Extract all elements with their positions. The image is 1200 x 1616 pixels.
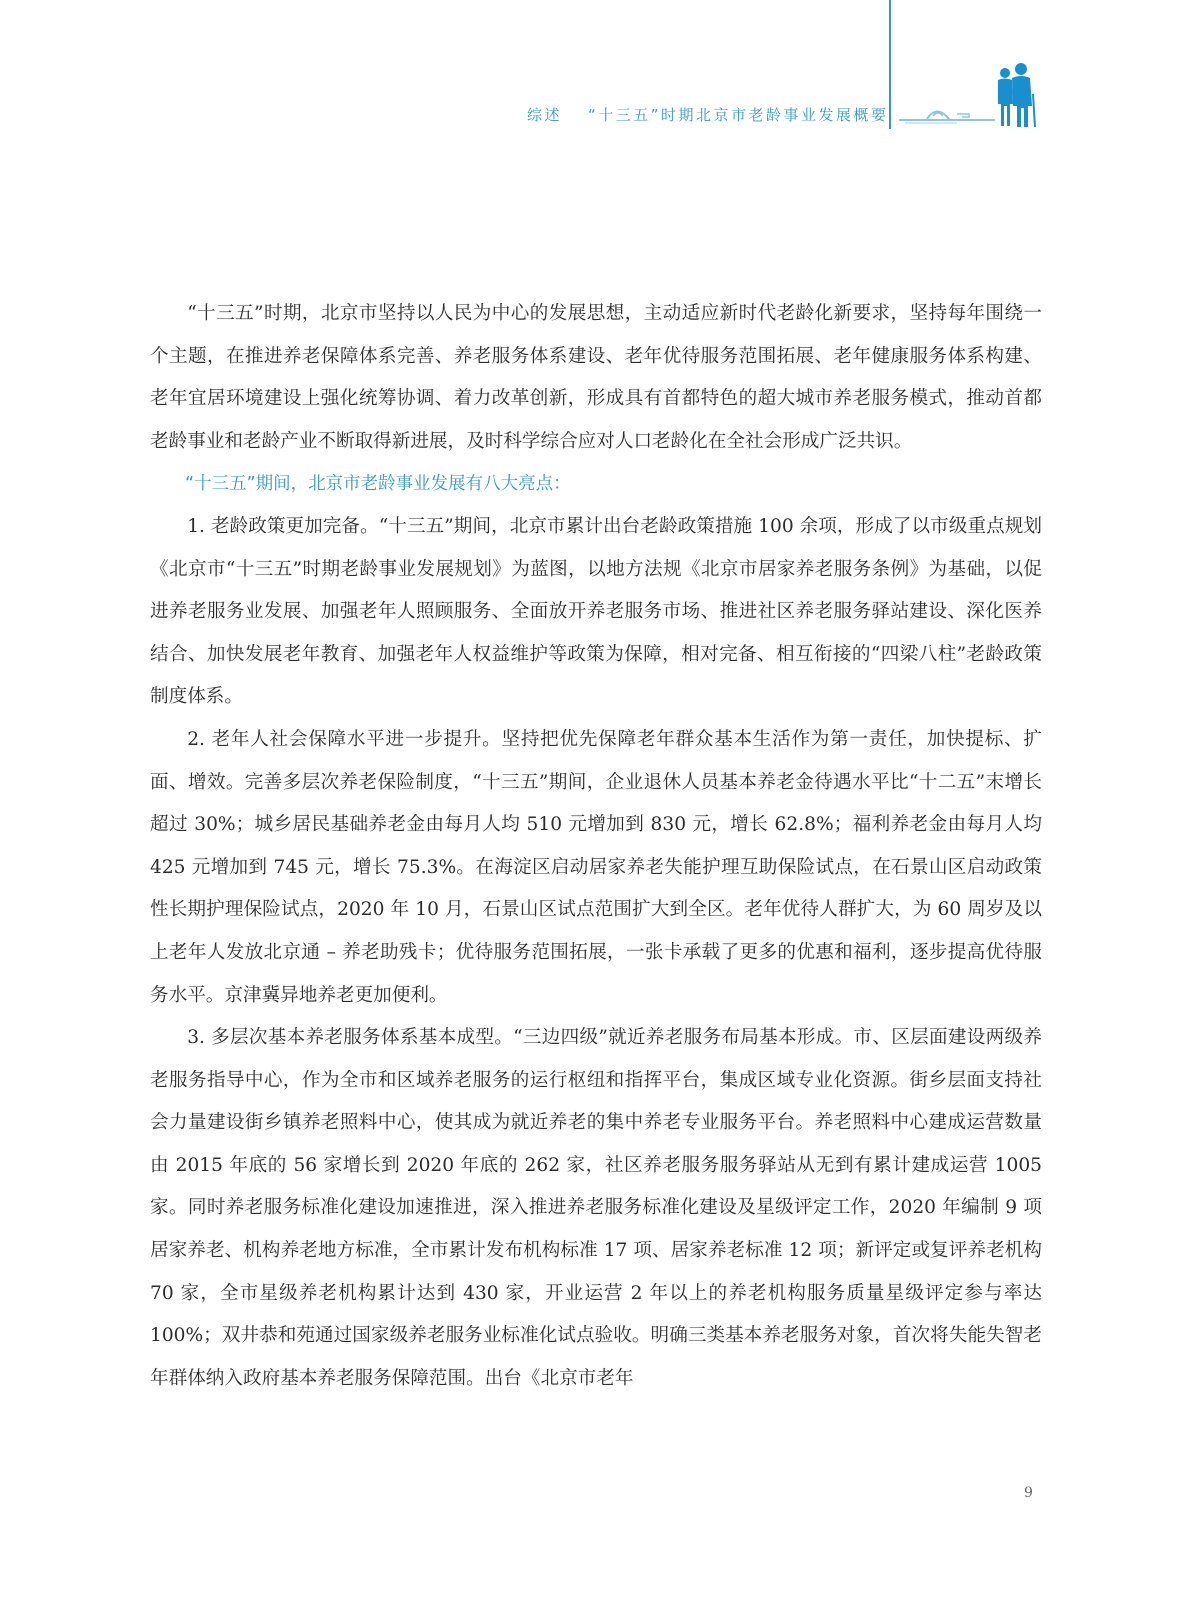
intro-paragraph: “十三五”时期，北京市坚持以人民为中心的发展思想，主动适应新时代老龄化新要求，坚持每年围绕一个主题，在推进养老保障体系完善、养老服务体系建设、老年优待服务范围拓展、老年健康服务体系构建、老年宜居环境建设上强化统筹协调、着力改革创新，形成具有首都特色的超大城市养老服务模式，推动首都老龄事业和老龄产业不断取得新进展，及时科学综合应对人口老龄化在全社会形成广泛共识。 [150,303,1042,452]
header-chapter-title: “十三五”时期北京市老龄事业发展概要 [588,106,889,124]
header-divider-line [889,0,891,129]
highlight-2-paragraph: 2. 老年人社会保障水平进一步提升。坚持把优先保障老年群众基本生活作为第一责任，加快提标、扩面、增效。完善多层次养老保险制度，“十三五”期间，企业退休人员基本养老金待遇水平比“十二五”末增长超过 30%；城乡居民基础养老金由每月人均 510 元增加到 830 元，增长 62.8%；福利养老金由每月人均 425 元增加到 745 元，增长 75.3%。在海淀区启动居家养老失能护理互助保险试点，在石景山区启动政策性长期护理保险试点，2020 年 10 月，石景山区试点范围扩大到全区。老年优待人群扩大，为 60 周岁及以上老年人发放北京通 – 养老助残卡；优待服务范围拓展，一张卡承载了更多的优惠和福利，逐步提高优待服务水平。京津冀异地养老更加便利。 [150,728,1042,1006]
page-number: 9 [1024,1485,1033,1501]
bridge-ornament-icon [897,98,997,126]
running-header [527,104,889,125]
highlight-1-paragraph: 1. 老龄政策更加完备。“十三五”期间，北京市累计出台老龄政策措施 100 余项，形成了以市级重点规划《北京市“十三五”时期老龄事业发展规划》为蓝图，以地方法规《北京市居家养老服务条例》为基础，以促进养老服务业发展、加强老年人照顾服务、全面放开养老服务市场、推进社区养老服务驿站建设、深化医养结合、加快发展老年教育、加强老年人权益维护等政策为保障，相对完备、相互衔接的“四梁八柱”老龄政策制度体系。 [150,515,1042,708]
header-section: 综述 [527,106,563,124]
body-text [150,293,1042,1400]
elderly-couple-icon [994,60,1038,128]
highlights-heading: “十三五”期间，北京市老龄事业发展有八大亮点： [185,474,571,495]
highlight-3-paragraph: 3. 多层次基本养老服务体系基本成型。“三边四级”就近养老服务布局基本形成。市、区层面建设两级养老服务指导中心，作为全市和区域养老服务的运行枢纽和指挥平台，集成区域专业化资源。街乡层面支持社会力量建设街乡镇养老照料中心，使其成为就近养老的集中养老专业服务平台。养老照料中心建成运营数量由 2015 年底的 56 家增长到 2020 年底的 262 家，社区养老服务服务驿站从无到有累计建成运营 1005 家。同时养老服务标准化建设加速推进，深入推进养老服务标准化建设及星级评定工作，2020 年编制 9 项居家养老、机构养老地方标准，全市累计发布机构标准 17 项、居家养老标准 12 项；新评定或复评养老机构 70 家，全市星级养老机构累计达到 430 家，开业运营 2 年以上的养老机构服务质量星级评定参与率达 100%；双井恭和苑通过国家级养老服务业标准化试点验收。明确三类基本养老服务对象，首次将失能失智老年群体纳入政府基本养老服务保障范围。出台《北京市老年 [150,1027,1042,1389]
